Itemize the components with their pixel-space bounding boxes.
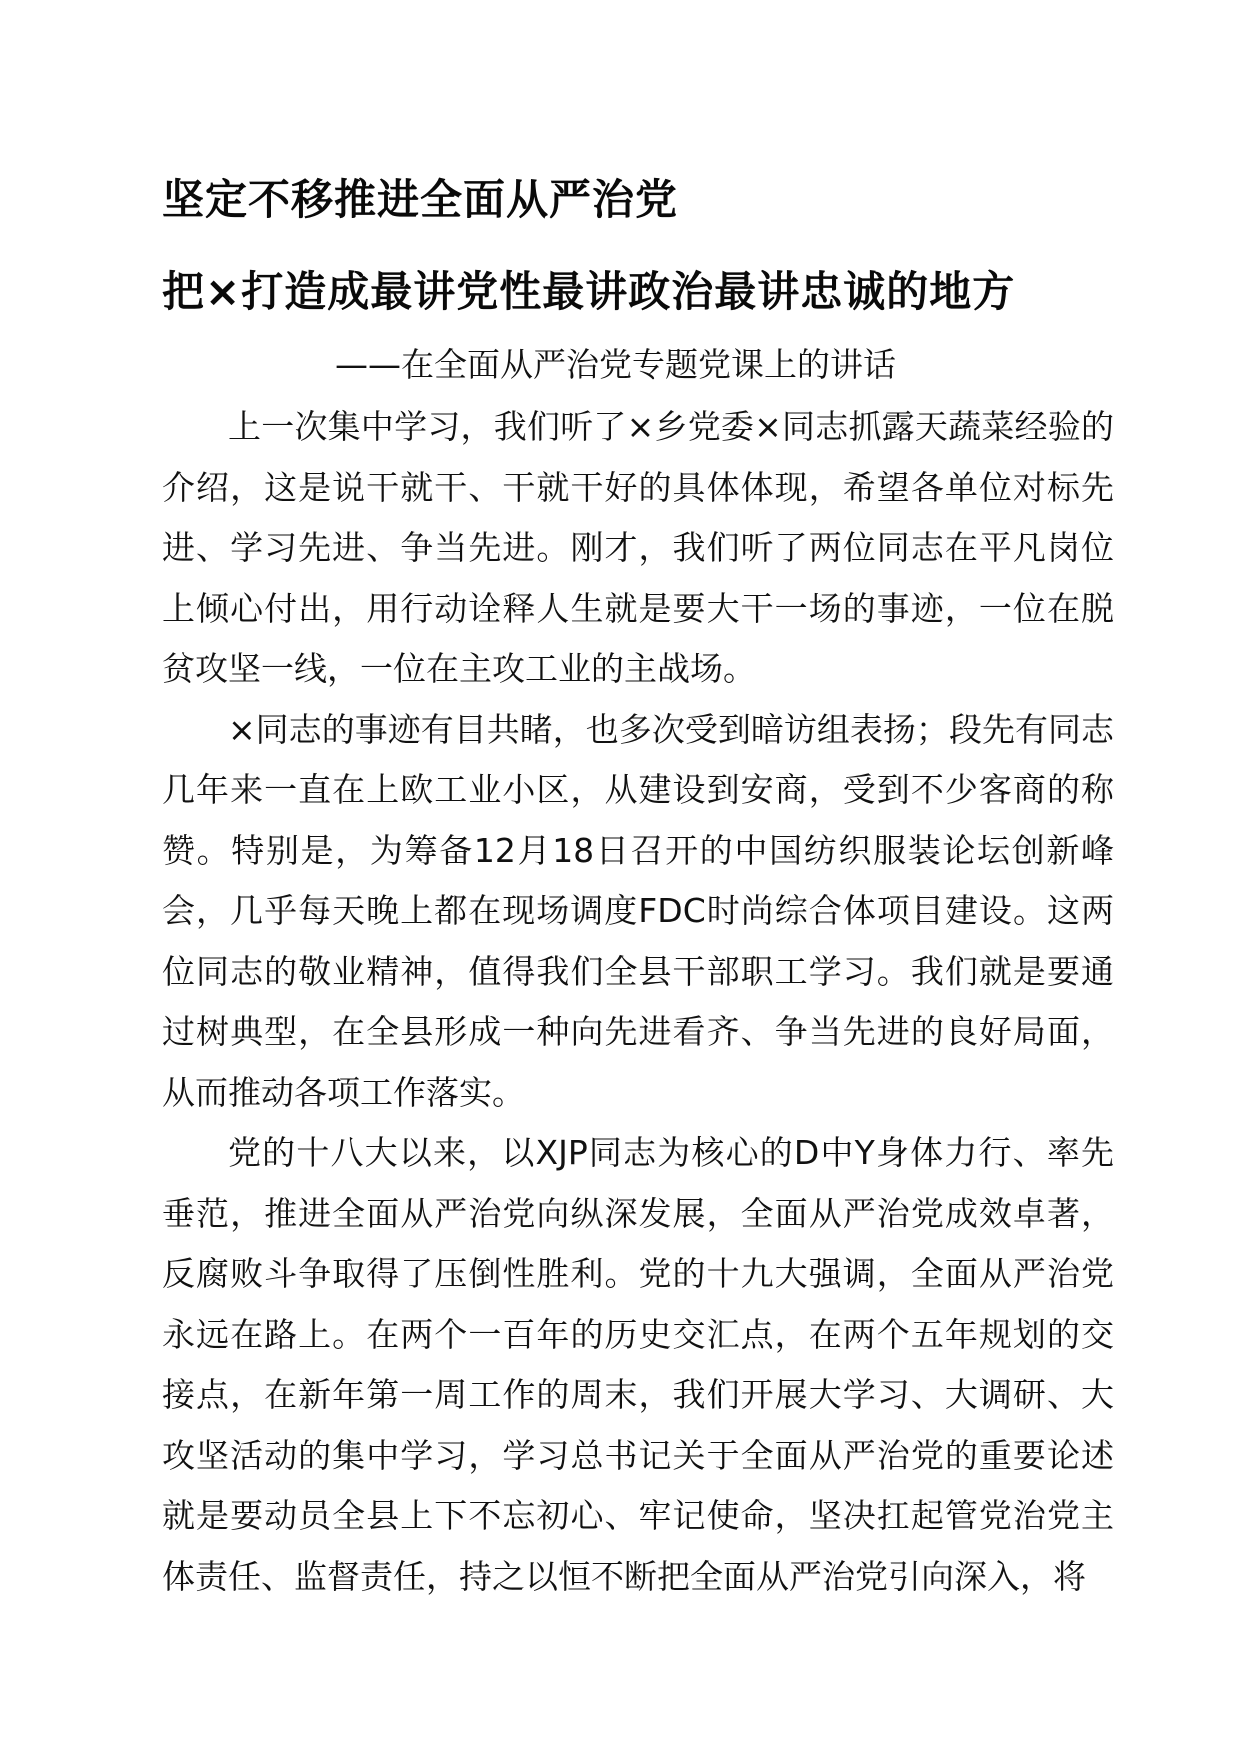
document-body — [162, 397, 1114, 1607]
document-title-line-2: 把×打造成最讲党性最讲政治最讲忠诚的地方 — [162, 267, 1016, 316]
document-subtitle: ——在全面从严治党专题党课上的讲话 — [335, 345, 896, 384]
body-paragraph: 上一次集中学习，我们听了×乡党委×同志抓露天蔬菜经验的介绍，这是说干就干、干就干好的具体体现，希望各单位对标先进、学习先进、争当先进。刚才，我们听了两位同志在平凡岗位上倾心付出，用行动诠释人生就是要大干一场的事迹，一位在脱贫攻坚一线，一位在主攻工业的主战场。 — [162, 407, 1114, 688]
body-paragraph: ×同志的事迹有目共睹，也多次受到暗访组表扬；段先有同志几年来一直在上欧工业小区，从建设到安商，受到不少客商的称赞。特别是，为筹备12月18日召开的中国纺织服装论坛创新峰会，几乎每天晚上都在现场调度FDC时尚综合体项目建设。这两位同志的敬业精神，值得我们全县干部职工学习。我们就是要通过树典型，在全县形成一种向先进看齐、争当先进的良好局面，从而推动各项工作落实。 — [162, 709, 1114, 1112]
document-title-line-1: 坚定不移推进全面从严治党 — [162, 175, 679, 224]
body-paragraph: 党的十八大以来，以XJP同志为核心的D中Y身体力行、率先垂范，推进全面从严治党向纵深发展，全面从严治党成效卓著，反腐败斗争取得了压倒性胜利。党的十九大强调，全面从严治党永远在路上。在两个一百年的历史交汇点，在两个五年规划的交接点，在新年第一周工作的周末，我们开展大学习、大调研、大攻坚活动的集中学习，学习总书记关于全面从严治党的重要论述就是要动员全县上下不忘初心、牢记使命，坚决扛起管党治党主体责任、监督责任，持之以恒不断把全面从严治党引向深入，将 — [162, 1133, 1114, 1596]
